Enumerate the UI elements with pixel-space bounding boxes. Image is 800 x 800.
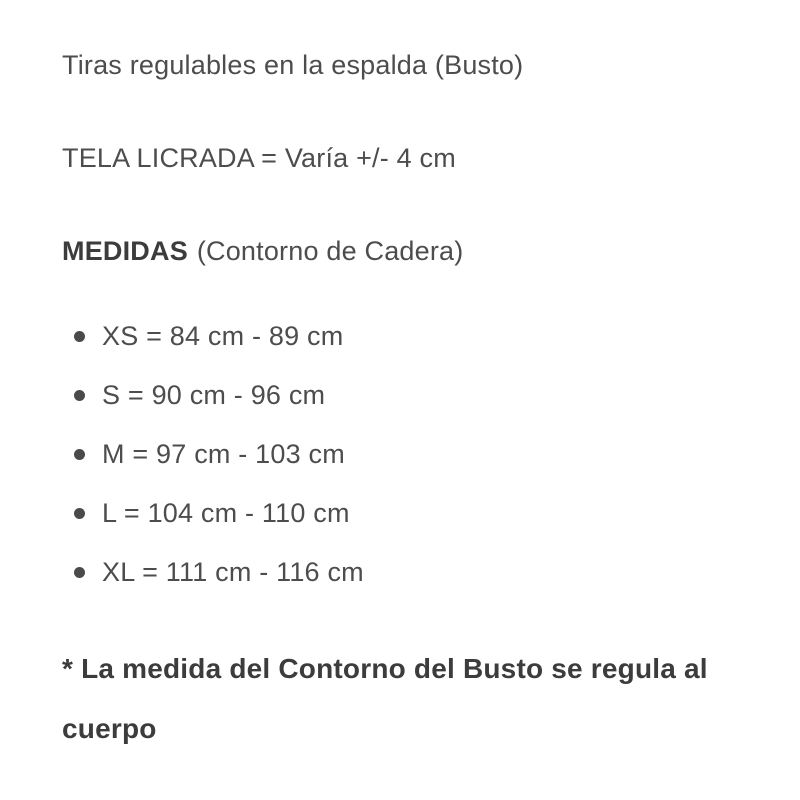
strap-note-text: Tiras regulables en la espalda (Busto) bbox=[62, 50, 524, 80]
size-item-xs bbox=[62, 320, 738, 353]
size-item-l bbox=[62, 497, 738, 530]
measures-heading bbox=[62, 234, 738, 268]
size-item-l-text: L = 104 cm - 110 cm bbox=[102, 498, 350, 528]
bullet-icon bbox=[74, 390, 85, 401]
size-item-m-text: M = 97 cm - 103 cm bbox=[102, 439, 345, 469]
size-item-s-text: S = 90 cm - 96 cm bbox=[102, 380, 326, 410]
fabric-note-text: TELA LICRADA = Varía +/- 4 cm bbox=[62, 143, 456, 173]
bust-measure-footnote: * La medida del Contorno del Busto se regula al cuerpo bbox=[62, 653, 708, 744]
size-item-m bbox=[62, 438, 738, 471]
bullet-icon bbox=[74, 449, 85, 460]
bullet-icon bbox=[74, 567, 85, 578]
bullet-icon bbox=[74, 508, 85, 519]
measures-heading-subtitle: (Contorno de Cadera) bbox=[196, 236, 464, 266]
size-item-xs-text: XS = 84 cm - 89 cm bbox=[102, 321, 344, 351]
size-item-xl-text: XL = 111 cm - 116 cm bbox=[102, 557, 364, 587]
size-item-xl bbox=[62, 556, 738, 589]
size-item-s bbox=[62, 379, 738, 412]
size-list bbox=[62, 320, 738, 589]
bullet-icon bbox=[74, 331, 85, 342]
measures-heading-title: MEDIDAS bbox=[62, 236, 188, 266]
